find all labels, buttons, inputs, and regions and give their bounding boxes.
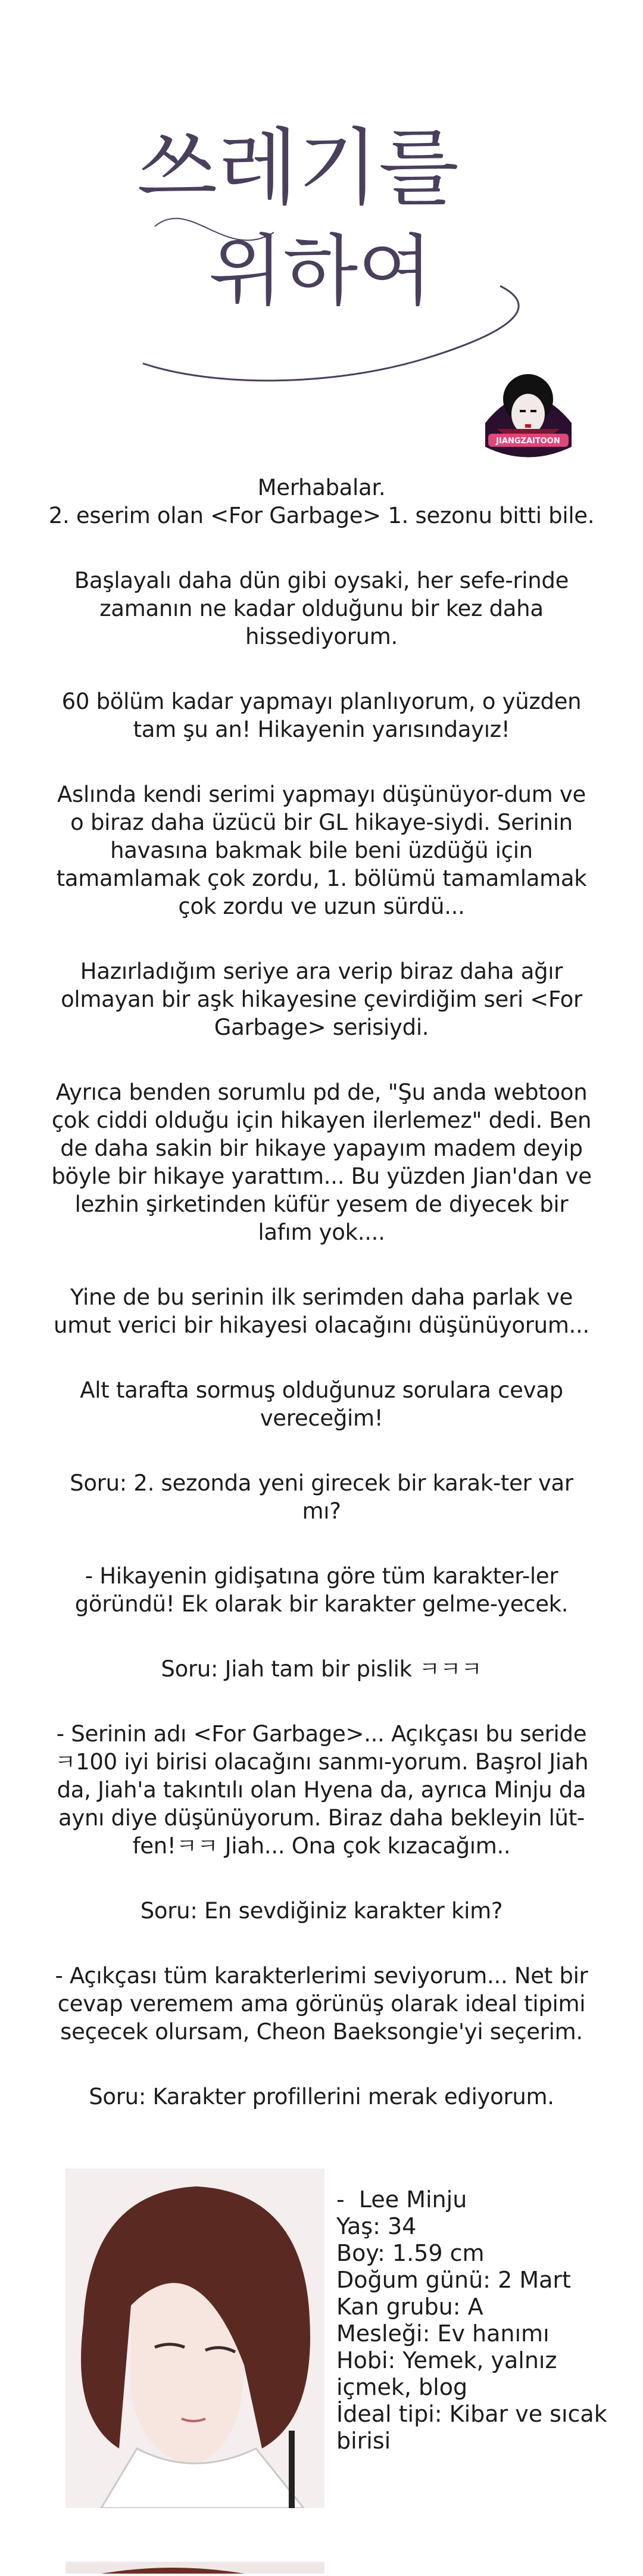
series-title-logo bbox=[119, 107, 548, 393]
qa-question: Soru: 2. sezonda yeni girecek bir karak-ter var mı? bbox=[70, 1470, 573, 1524]
qa-question: Soru: Karakter profillerini merak ediyorum. bbox=[89, 2084, 554, 2110]
note-paragraph: Başlayalı daha dün gibi oysaki, her sefe-rinde zamanın ne kadar olduğunu bir kez daha hissediyorum. bbox=[74, 568, 569, 649]
note-paragraph: Aslında kendi serimi yapmayı düşünüyor-dum ve o biraz daha üzücü bir GL hikaye-siydi. Serinin havasına bakmak bile beni üzdüğü için tamamlamak çok zordu, 1. bölümü tamamlamak çok zordu ve uzun sürdü... bbox=[56, 782, 587, 919]
note-paragraph: 60 bölüm kadar yapmayı planlıyorum, o yüzden tam şu an! Hikayenin yarısındayız! bbox=[61, 689, 582, 742]
character-profile bbox=[65, 2169, 625, 2508]
note-paragraph: Alt tarafta sormuş olduğunuz sorulara cevap vereceğim! bbox=[80, 1377, 563, 1431]
profile-blood-type: Kan grubu: A bbox=[336, 2294, 483, 2320]
title-line1: 쓰레기를 bbox=[137, 120, 459, 217]
note-paragraph: Ayrıca benden sorumlu pd de, "Şu anda webtoon çok ciddi olduğu için hikayen ilerlemez" dedi. Ben de daha sakin bir hikaye yapayım madem deyip böyle bir hikaye yarattım... Bu yüzden Jian'dan ve lezhin şirketinden küfür yesem de diyecek bir lafım yok.... bbox=[51, 1079, 592, 1245]
profile-height: Boy: 1.59 cm bbox=[336, 2240, 485, 2266]
title-artwork bbox=[119, 107, 548, 393]
qa-answer: - Hikayenin gidişatına göre tüm karakter-ler göründü! Ek olarak bir karakter gelme-yecek. bbox=[74, 1563, 569, 1617]
qa-answer: - Açıkçası tüm karakterlerimi seviyorum... Net bir cevap veremem ama görünüş olarak ideal tipimi seçecek olursam, Cheon Baeksongie'yi seçerim. bbox=[55, 1963, 588, 2045]
note-greeting: Merhabalar. 2. eserim olan <For Garbage> 1. sezonu bitti bile. bbox=[48, 475, 595, 528]
profile-ideal-type: İdeal tipi: Kibar ve sıcak birisi bbox=[336, 2401, 614, 2454]
note-paragraph: Yine de bu serinin ilk serimden daha parlak ve umut verici bir hikayesi olacağını düşünüyorum... bbox=[54, 1284, 589, 1338]
profile-age: Yaş: 34 bbox=[336, 2213, 417, 2239]
qa-answer: - Serinin adı <For Garbage>... Açıkçası bu seride ㅋ100 iyi birisi olacağını sanmı-yorum. Başrol Jiah da, Jiah'a takıntılı olan Hyena da, ayrıca Minju da aynı diye düşünüyorum. Biraz daha bekleyin lüt-fen!ㅋㅋ Jiah... Ona çok kızacağım.. bbox=[54, 1721, 589, 1859]
profile-job: Mesleği: Ev hanımı bbox=[336, 2320, 550, 2347]
title-line2: 위하여 bbox=[208, 226, 433, 316]
scanlator-logo bbox=[473, 357, 583, 468]
note-paragraph: Hazırladığım seriye ara verip biraz daha ağır olmayan bir aşk hikayesine çevirdiğim seri <For Garbage> serisiydi. bbox=[61, 959, 582, 1040]
geisha-logo-icon bbox=[473, 357, 583, 468]
author-notes bbox=[48, 474, 595, 2148]
next-portrait bbox=[65, 2562, 324, 2574]
profile-details bbox=[336, 2186, 634, 2454]
qa-question: Soru: En sevdiğiniz karakter kim? bbox=[140, 1898, 503, 1924]
next-portrait-art bbox=[65, 2562, 324, 2574]
profile-name: - Lee Minju bbox=[336, 2186, 467, 2213]
profile-hobby: Hobi: Yemek, yalnız içmek, blog bbox=[336, 2347, 564, 2400]
profile-birthday: Doğum günü: 2 Mart bbox=[336, 2267, 571, 2293]
logo-text: JIANGZAITOON bbox=[496, 437, 560, 446]
character-portrait bbox=[65, 2169, 324, 2508]
qa-question: Soru: Jiah tam bir pislik ㅋㅋㅋ bbox=[161, 1656, 482, 1682]
